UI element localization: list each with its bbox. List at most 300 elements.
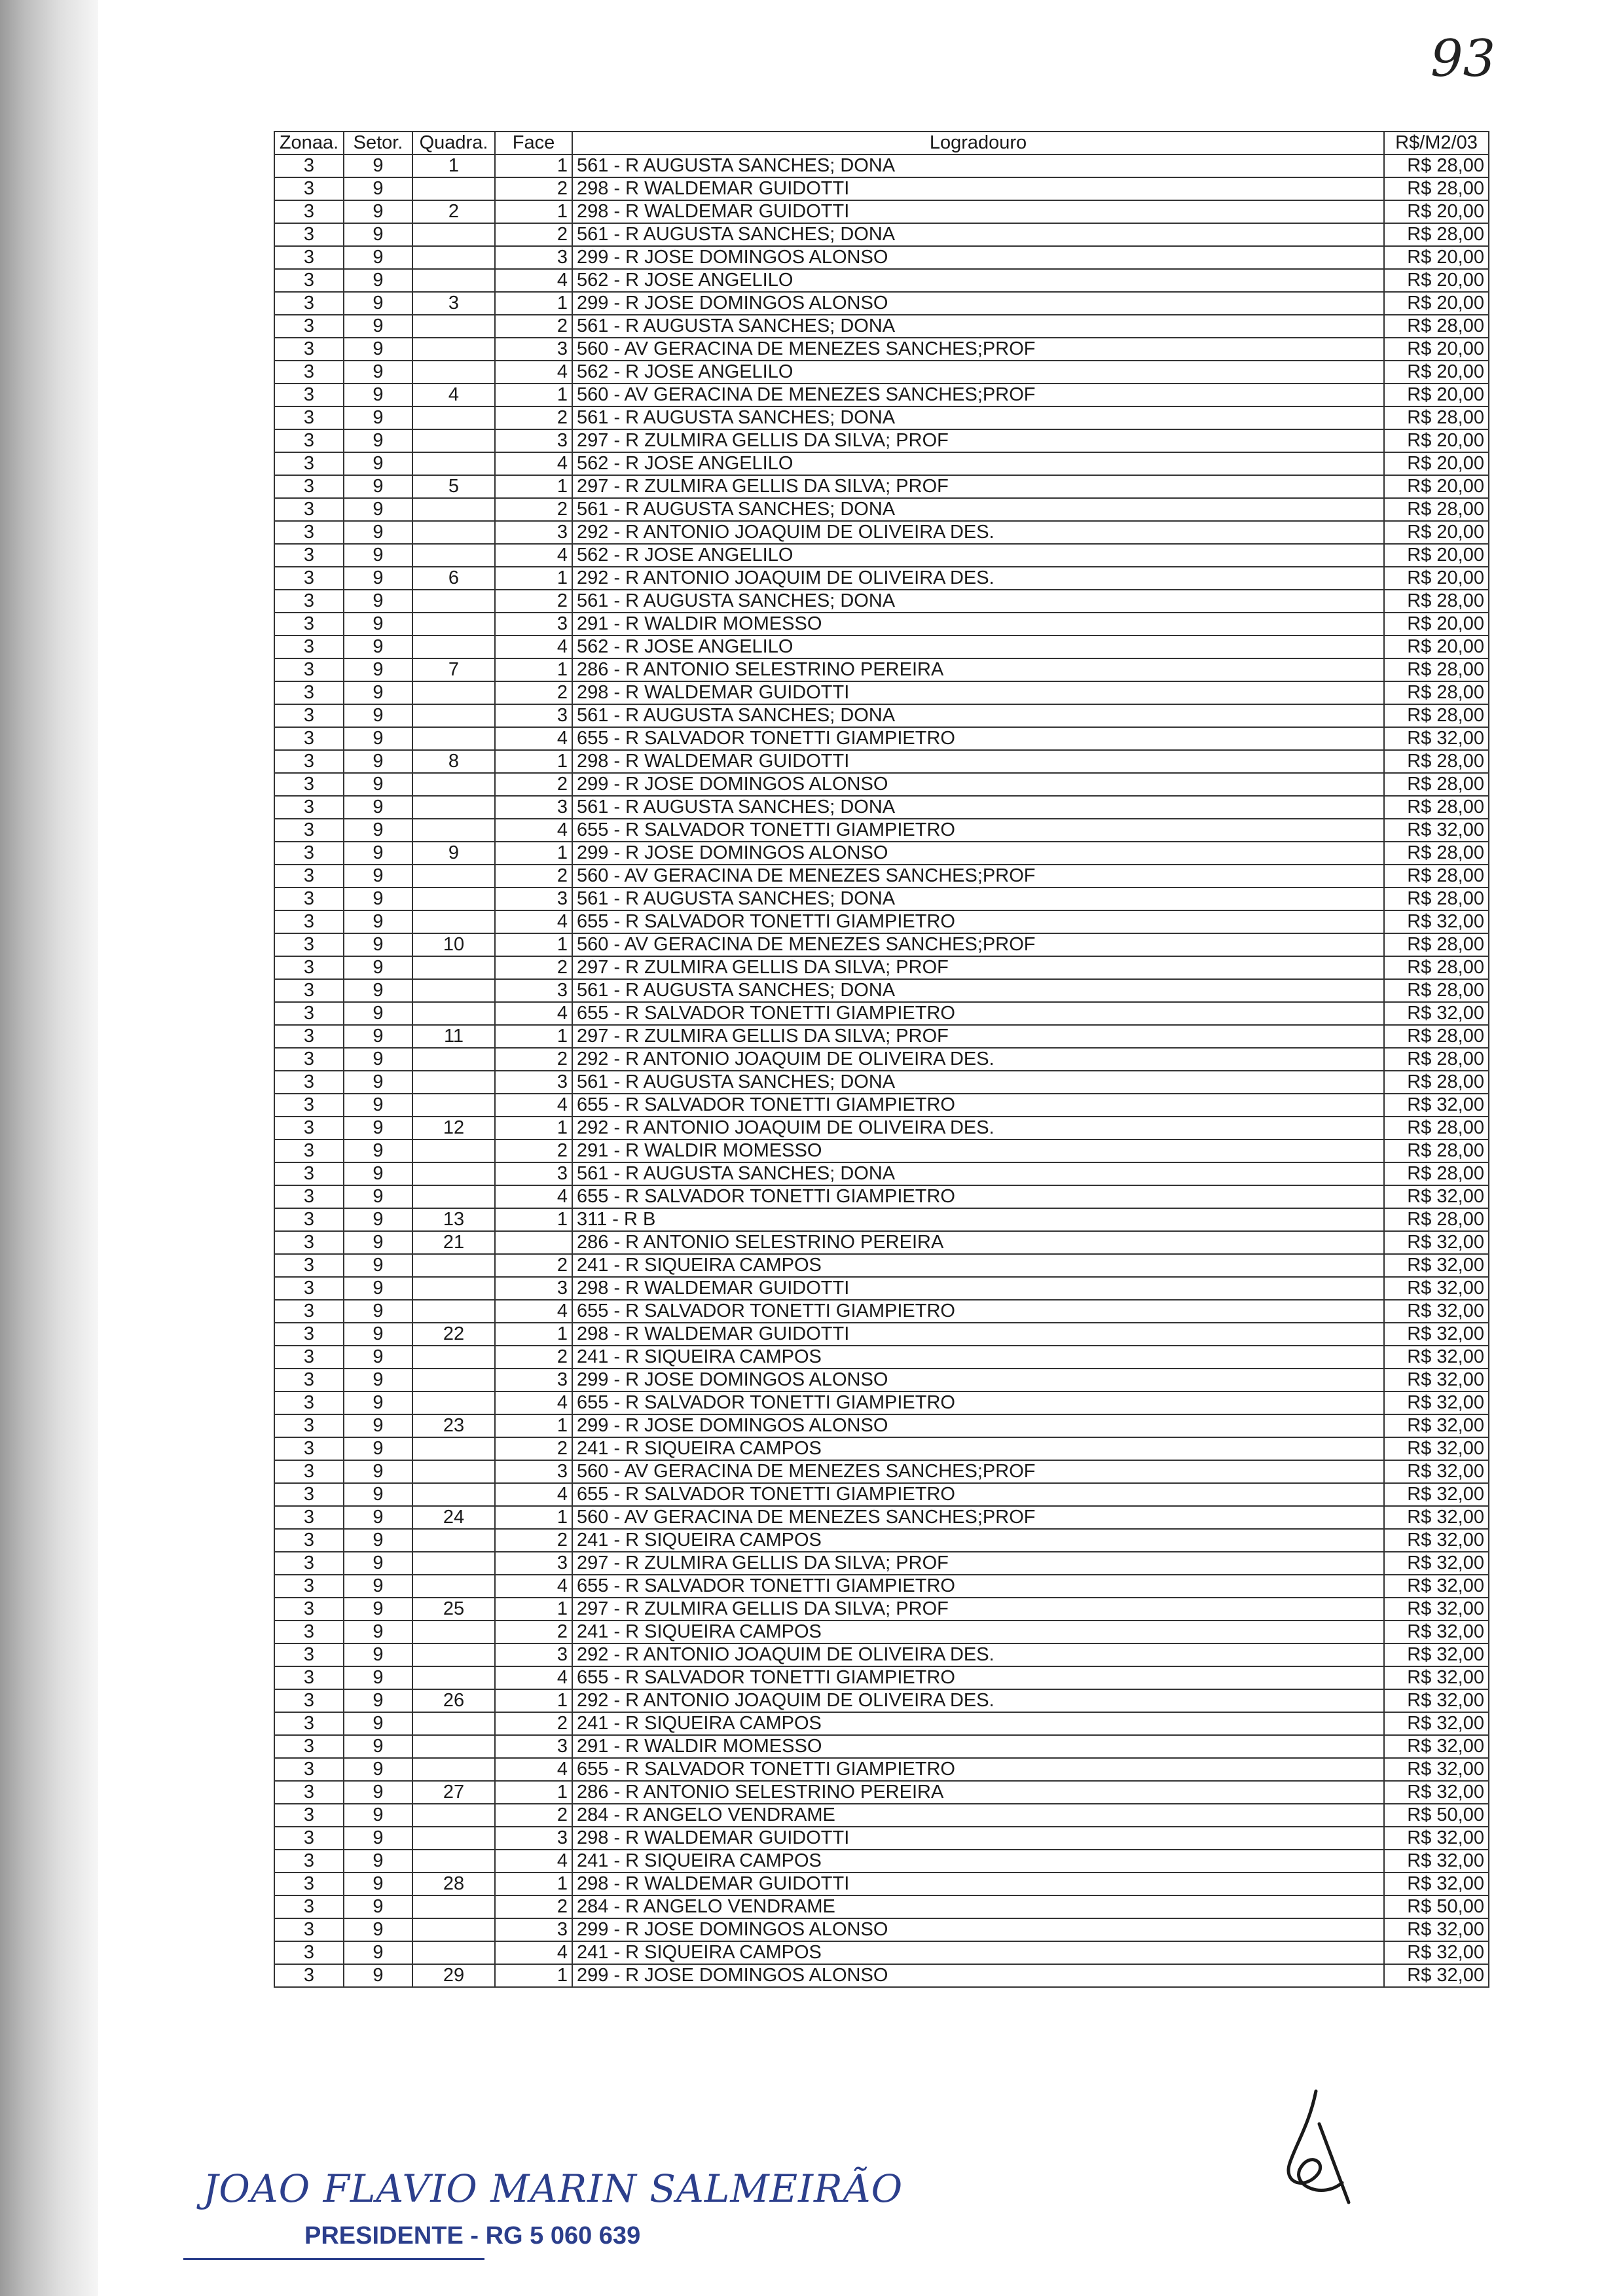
cell-zona: 3: [274, 1918, 344, 1941]
cell-zona: 3: [274, 910, 344, 933]
cell-face: 1: [495, 1689, 572, 1712]
cell-face: 4: [495, 1185, 572, 1208]
cell-zona: 3: [274, 979, 344, 1002]
cell-face: 1: [495, 1414, 572, 1437]
cell-valor: R$ 28,00: [1384, 773, 1489, 796]
cell-quadra: [412, 1460, 495, 1483]
cell-setor: 9: [344, 1094, 412, 1117]
cell-quadra: [412, 1071, 495, 1094]
cell-valor: R$ 32,00: [1384, 1643, 1489, 1666]
cell-setor: 9: [344, 613, 412, 636]
cell-quadra: [412, 1575, 495, 1598]
cell-setor: 9: [344, 727, 412, 750]
cell-quadra: 3: [412, 292, 495, 315]
table-row: [274, 1483, 1489, 1506]
cell-logradouro: 561 - R AUGUSTA SANCHES; DONA: [572, 979, 1384, 1002]
table-row: [274, 1873, 1489, 1895]
cell-zona: 3: [274, 1643, 344, 1666]
cell-logradouro: 292 - R ANTONIO JOAQUIM DE OLIVEIRA DES.: [572, 1117, 1384, 1139]
cell-setor: 9: [344, 429, 412, 452]
cell-setor: 9: [344, 544, 412, 567]
cell-logradouro: 284 - R ANGELO VENDRAME: [572, 1895, 1384, 1918]
cell-setor: 9: [344, 1208, 412, 1231]
table-row: [274, 1460, 1489, 1483]
cell-zona: 3: [274, 361, 344, 384]
cell-valor: R$ 28,00: [1384, 750, 1489, 773]
cell-face: 3: [495, 1277, 572, 1300]
cell-setor: 9: [344, 1025, 412, 1048]
cell-quadra: [412, 1254, 495, 1277]
cell-logradouro: 655 - R SALVADOR TONETTI GIAMPIETRO: [572, 727, 1384, 750]
cell-face: 4: [495, 452, 572, 475]
cell-zona: 3: [274, 956, 344, 979]
cell-face: 1: [495, 567, 572, 590]
cell-logradouro: 297 - R ZULMIRA GELLIS DA SILVA; PROF: [572, 956, 1384, 979]
cell-valor: R$ 32,00: [1384, 1437, 1489, 1460]
table-row: [274, 338, 1489, 361]
cell-setor: 9: [344, 933, 412, 956]
cell-zona: 3: [274, 292, 344, 315]
cell-quadra: [412, 1827, 495, 1850]
cell-face: 4: [495, 910, 572, 933]
cell-setor: 9: [344, 704, 412, 727]
cell-face: 1: [495, 292, 572, 315]
cell-zona: 3: [274, 1941, 344, 1964]
cell-face: 3: [495, 1918, 572, 1941]
cell-face: 4: [495, 1666, 572, 1689]
cell-setor: 9: [344, 1827, 412, 1850]
cell-valor: R$ 28,00: [1384, 315, 1489, 338]
cell-logradouro: 561 - R AUGUSTA SANCHES; DONA: [572, 1162, 1384, 1185]
cell-quadra: [412, 406, 495, 429]
table-row: [274, 292, 1489, 315]
cell-valor: R$ 50,00: [1384, 1895, 1489, 1918]
cell-logradouro: 655 - R SALVADOR TONETTI GIAMPIETRO: [572, 1483, 1384, 1506]
cell-logradouro: 241 - R SIQUEIRA CAMPOS: [572, 1941, 1384, 1964]
table-row: [274, 727, 1489, 750]
cell-face: 3: [495, 1827, 572, 1850]
table-row: [274, 865, 1489, 888]
cell-logradouro: 561 - R AUGUSTA SANCHES; DONA: [572, 590, 1384, 613]
cell-quadra: [412, 1643, 495, 1666]
cell-zona: 3: [274, 315, 344, 338]
cell-zona: 3: [274, 1598, 344, 1621]
cell-valor: R$ 28,00: [1384, 704, 1489, 727]
table-row: [274, 1895, 1489, 1918]
cell-quadra: [412, 727, 495, 750]
cell-valor: R$ 20,00: [1384, 200, 1489, 223]
cell-face: 4: [495, 1002, 572, 1025]
cell-valor: R$ 32,00: [1384, 1964, 1489, 1987]
cell-quadra: [412, 1918, 495, 1941]
cell-quadra: 2: [412, 200, 495, 223]
cell-valor: R$ 32,00: [1384, 1529, 1489, 1552]
cell-quadra: [412, 223, 495, 246]
cell-face: 4: [495, 1758, 572, 1781]
cell-setor: 9: [344, 1964, 412, 1987]
cell-logradouro: 561 - R AUGUSTA SANCHES; DONA: [572, 315, 1384, 338]
cell-face: 2: [495, 1529, 572, 1552]
cell-valor: R$ 20,00: [1384, 613, 1489, 636]
cell-logradouro: 298 - R WALDEMAR GUIDOTTI: [572, 1277, 1384, 1300]
cell-quadra: [412, 521, 495, 544]
cell-face: 3: [495, 1369, 572, 1391]
cell-valor: R$ 32,00: [1384, 1552, 1489, 1575]
col-header-valor: R$/M2/03: [1384, 132, 1489, 154]
cell-logradouro: 297 - R ZULMIRA GELLIS DA SILVA; PROF: [572, 475, 1384, 498]
cell-quadra: 11: [412, 1025, 495, 1048]
cell-valor: R$ 32,00: [1384, 727, 1489, 750]
cell-setor: 9: [344, 1254, 412, 1277]
cell-setor: 9: [344, 1873, 412, 1895]
table-row: [274, 177, 1489, 200]
cell-valor: R$ 32,00: [1384, 1666, 1489, 1689]
table-body: [274, 154, 1489, 1987]
table-row: [274, 819, 1489, 842]
cell-valor: R$ 20,00: [1384, 338, 1489, 361]
cell-valor: R$ 32,00: [1384, 1300, 1489, 1323]
cell-logradouro: 292 - R ANTONIO JOAQUIM DE OLIVEIRA DES.: [572, 1689, 1384, 1712]
table-row: [274, 200, 1489, 223]
cell-zona: 3: [274, 200, 344, 223]
table-row: [274, 910, 1489, 933]
table-row: [274, 1506, 1489, 1529]
cell-logradouro: 297 - R ZULMIRA GELLIS DA SILVA; PROF: [572, 1552, 1384, 1575]
cell-valor: R$ 20,00: [1384, 429, 1489, 452]
table-row: [274, 1712, 1489, 1735]
cell-quadra: 24: [412, 1506, 495, 1529]
cell-logradouro: 655 - R SALVADOR TONETTI GIAMPIETRO: [572, 819, 1384, 842]
cell-face: 2: [495, 590, 572, 613]
table-row: [274, 1346, 1489, 1369]
col-header-zona: Zonaa.: [274, 132, 344, 154]
cell-zona: 3: [274, 658, 344, 681]
cell-face: 1: [495, 1873, 572, 1895]
table-row: [274, 1185, 1489, 1208]
cell-zona: 3: [274, 1208, 344, 1231]
signature-mark: [1270, 2085, 1368, 2209]
cell-setor: 9: [344, 292, 412, 315]
cell-logradouro: 284 - R ANGELO VENDRAME: [572, 1804, 1384, 1827]
cell-zona: 3: [274, 429, 344, 452]
cell-setor: 9: [344, 865, 412, 888]
col-header-quadra: Quadra.: [412, 132, 495, 154]
cell-setor: 9: [344, 796, 412, 819]
table-row: [274, 1529, 1489, 1552]
cell-zona: 3: [274, 681, 344, 704]
cell-valor: R$ 32,00: [1384, 1231, 1489, 1254]
cell-setor: 9: [344, 1002, 412, 1025]
cell-setor: 9: [344, 475, 412, 498]
cell-valor: R$ 32,00: [1384, 1185, 1489, 1208]
cell-logradouro: 286 - R ANTONIO SELESTRINO PEREIRA: [572, 658, 1384, 681]
cell-quadra: [412, 1162, 495, 1185]
cell-zona: 3: [274, 338, 344, 361]
col-header-face: Face: [495, 132, 572, 154]
cell-logradouro: 562 - R JOSE ANGELILO: [572, 269, 1384, 292]
cell-zona: 3: [274, 1346, 344, 1369]
cell-setor: 9: [344, 636, 412, 658]
table-row: [274, 544, 1489, 567]
table-row: [274, 1231, 1489, 1254]
table-row: [274, 361, 1489, 384]
cell-face: 4: [495, 1391, 572, 1414]
cell-face: 1: [495, 475, 572, 498]
cell-valor: R$ 32,00: [1384, 1712, 1489, 1735]
table-row: [274, 1002, 1489, 1025]
table-row: [274, 1139, 1489, 1162]
cell-zona: 3: [274, 567, 344, 590]
cell-valor: R$ 20,00: [1384, 636, 1489, 658]
cell-face: 4: [495, 1094, 572, 1117]
cell-quadra: [412, 979, 495, 1002]
cell-quadra: [412, 1002, 495, 1025]
cell-quadra: [412, 338, 495, 361]
cell-quadra: 25: [412, 1598, 495, 1621]
cell-face: 4: [495, 1575, 572, 1598]
cell-logradouro: 560 - AV GERACINA DE MENEZES SANCHES;PROF: [572, 384, 1384, 406]
cell-logradouro: 655 - R SALVADOR TONETTI GIAMPIETRO: [572, 1094, 1384, 1117]
cell-quadra: 23: [412, 1414, 495, 1437]
cell-valor: R$ 32,00: [1384, 1369, 1489, 1391]
cell-quadra: [412, 1277, 495, 1300]
cell-quadra: [412, 269, 495, 292]
cell-face: 4: [495, 269, 572, 292]
cell-zona: 3: [274, 613, 344, 636]
cell-setor: 9: [344, 956, 412, 979]
cell-face: 2: [495, 1621, 572, 1643]
table-row: [274, 636, 1489, 658]
cell-setor: 9: [344, 842, 412, 865]
cell-face: 3: [495, 1162, 572, 1185]
table-row: [274, 429, 1489, 452]
cell-logradouro: 298 - R WALDEMAR GUIDOTTI: [572, 1827, 1384, 1850]
cell-face: 2: [495, 1346, 572, 1369]
cell-quadra: 21: [412, 1231, 495, 1254]
cell-quadra: [412, 1391, 495, 1414]
cell-face: 1: [495, 933, 572, 956]
cell-logradouro: 241 - R SIQUEIRA CAMPOS: [572, 1621, 1384, 1643]
cell-setor: 9: [344, 521, 412, 544]
cell-face: 4: [495, 361, 572, 384]
cell-valor: R$ 32,00: [1384, 1575, 1489, 1598]
cell-setor: 9: [344, 269, 412, 292]
cell-valor: R$ 32,00: [1384, 1094, 1489, 1117]
table-row: [274, 1254, 1489, 1277]
cell-zona: 3: [274, 1185, 344, 1208]
cell-valor: R$ 28,00: [1384, 658, 1489, 681]
cell-face: 1: [495, 1025, 572, 1048]
cell-quadra: 28: [412, 1873, 495, 1895]
cell-valor: R$ 32,00: [1384, 1689, 1489, 1712]
cell-logradouro: 298 - R WALDEMAR GUIDOTTI: [572, 681, 1384, 704]
cell-zona: 3: [274, 452, 344, 475]
cell-valor: R$ 28,00: [1384, 177, 1489, 200]
table-header: [274, 132, 1489, 154]
table-row: [274, 1575, 1489, 1598]
cell-zona: 3: [274, 1621, 344, 1643]
cell-setor: 9: [344, 681, 412, 704]
table-row: [274, 888, 1489, 910]
cell-logradouro: 292 - R ANTONIO JOAQUIM DE OLIVEIRA DES.: [572, 521, 1384, 544]
cell-valor: R$ 32,00: [1384, 1346, 1489, 1369]
cell-zona: 3: [274, 750, 344, 773]
cell-setor: 9: [344, 773, 412, 796]
cell-quadra: 7: [412, 658, 495, 681]
cell-valor: R$ 32,00: [1384, 1323, 1489, 1346]
cell-zona: 3: [274, 1552, 344, 1575]
cell-setor: 9: [344, 338, 412, 361]
cell-valor: R$ 32,00: [1384, 1414, 1489, 1437]
cell-zona: 3: [274, 1254, 344, 1277]
cell-setor: 9: [344, 1850, 412, 1873]
cell-logradouro: 298 - R WALDEMAR GUIDOTTI: [572, 750, 1384, 773]
cell-zona: 3: [274, 773, 344, 796]
cell-quadra: 13: [412, 1208, 495, 1231]
cell-face: 1: [495, 1781, 572, 1804]
table-row: [274, 796, 1489, 819]
cell-face: 4: [495, 544, 572, 567]
cell-zona: 3: [274, 1300, 344, 1323]
cell-logradouro: 297 - R ZULMIRA GELLIS DA SILVA; PROF: [572, 429, 1384, 452]
cell-quadra: 22: [412, 1323, 495, 1346]
cell-zona: 3: [274, 177, 344, 200]
table-row: [274, 1437, 1489, 1460]
cell-valor: R$ 32,00: [1384, 1483, 1489, 1506]
cell-setor: 9: [344, 910, 412, 933]
cell-logradouro: 241 - R SIQUEIRA CAMPOS: [572, 1850, 1384, 1873]
cell-valor: R$ 20,00: [1384, 521, 1489, 544]
cell-quadra: [412, 1895, 495, 1918]
cell-quadra: [412, 636, 495, 658]
cell-logradouro: 291 - R WALDIR MOMESSO: [572, 1735, 1384, 1758]
cell-quadra: [412, 1529, 495, 1552]
cell-quadra: 10: [412, 933, 495, 956]
cell-valor: R$ 32,00: [1384, 1758, 1489, 1781]
cell-quadra: [412, 773, 495, 796]
cell-face: 4: [495, 1850, 572, 1873]
cell-face: 4: [495, 727, 572, 750]
table-row: [274, 681, 1489, 704]
cell-valor: R$ 32,00: [1384, 1506, 1489, 1529]
cell-logradouro: 560 - AV GERACINA DE MENEZES SANCHES;PROF: [572, 1506, 1384, 1529]
cell-logradouro: 292 - R ANTONIO JOAQUIM DE OLIVEIRA DES.: [572, 1048, 1384, 1071]
table-row: [274, 933, 1489, 956]
cell-setor: 9: [344, 750, 412, 773]
cell-face: 1: [495, 1506, 572, 1529]
cell-valor: R$ 28,00: [1384, 1162, 1489, 1185]
table-row: [274, 406, 1489, 429]
cell-setor: 9: [344, 979, 412, 1002]
cell-face: 1: [495, 1964, 572, 1987]
cell-valor: R$ 28,00: [1384, 1025, 1489, 1048]
cell-logradouro: 311 - R B: [572, 1208, 1384, 1231]
table-row: [274, 979, 1489, 1002]
cell-valor: R$ 28,00: [1384, 590, 1489, 613]
cell-quadra: 6: [412, 567, 495, 590]
cell-face: 1: [495, 384, 572, 406]
cell-valor: R$ 28,00: [1384, 406, 1489, 429]
cell-logradouro: 241 - R SIQUEIRA CAMPOS: [572, 1254, 1384, 1277]
cell-zona: 3: [274, 1071, 344, 1094]
cell-setor: 9: [344, 1643, 412, 1666]
cell-zona: 3: [274, 727, 344, 750]
cell-setor: 9: [344, 384, 412, 406]
cell-zona: 3: [274, 888, 344, 910]
cell-face: 2: [495, 315, 572, 338]
cell-valor: R$ 32,00: [1384, 1002, 1489, 1025]
cell-valor: R$ 32,00: [1384, 1941, 1489, 1964]
cell-logradouro: 655 - R SALVADOR TONETTI GIAMPIETRO: [572, 1300, 1384, 1323]
cell-logradouro: 297 - R ZULMIRA GELLIS DA SILVA; PROF: [572, 1598, 1384, 1621]
cell-zona: 3: [274, 636, 344, 658]
cell-valor: R$ 32,00: [1384, 1460, 1489, 1483]
cell-valor: R$ 28,00: [1384, 1071, 1489, 1094]
table-row: [274, 704, 1489, 727]
cell-valor: R$ 20,00: [1384, 361, 1489, 384]
cell-quadra: [412, 246, 495, 269]
table-row: [274, 1300, 1489, 1323]
table-row: [274, 1621, 1489, 1643]
cell-face: 3: [495, 1552, 572, 1575]
cell-zona: 3: [274, 704, 344, 727]
cell-face: 2: [495, 865, 572, 888]
cell-quadra: [412, 704, 495, 727]
cell-logradouro: 291 - R WALDIR MOMESSO: [572, 613, 1384, 636]
cell-valor: R$ 20,00: [1384, 269, 1489, 292]
cell-zona: 3: [274, 521, 344, 544]
cell-face: 3: [495, 1735, 572, 1758]
header-row: [274, 132, 1489, 154]
cell-setor: 9: [344, 1346, 412, 1369]
cell-face: 2: [495, 773, 572, 796]
cell-zona: 3: [274, 269, 344, 292]
cell-logradouro: 241 - R SIQUEIRA CAMPOS: [572, 1437, 1384, 1460]
cell-setor: 9: [344, 223, 412, 246]
cell-setor: 9: [344, 1666, 412, 1689]
cell-face: 3: [495, 338, 572, 361]
cell-face: 1: [495, 842, 572, 865]
cell-setor: 9: [344, 1437, 412, 1460]
table-row: [274, 658, 1489, 681]
cell-quadra: [412, 361, 495, 384]
cell-zona: 3: [274, 1391, 344, 1414]
cell-quadra: [412, 590, 495, 613]
cell-zona: 3: [274, 842, 344, 865]
cell-quadra: [412, 544, 495, 567]
cell-quadra: [412, 1437, 495, 1460]
cell-zona: 3: [274, 590, 344, 613]
cell-logradouro: 655 - R SALVADOR TONETTI GIAMPIETRO: [572, 1391, 1384, 1414]
cell-valor: R$ 32,00: [1384, 1598, 1489, 1621]
table-row: [274, 223, 1489, 246]
cell-quadra: 5: [412, 475, 495, 498]
cell-logradouro: 560 - AV GERACINA DE MENEZES SANCHES;PROF: [572, 338, 1384, 361]
cell-logradouro: 561 - R AUGUSTA SANCHES; DONA: [572, 154, 1384, 177]
table-row: [274, 1598, 1489, 1621]
cell-logradouro: 286 - R ANTONIO SELESTRINO PEREIRA: [572, 1781, 1384, 1804]
cell-face: 4: [495, 636, 572, 658]
cell-logradouro: 298 - R WALDEMAR GUIDOTTI: [572, 200, 1384, 223]
cell-logradouro: 562 - R JOSE ANGELILO: [572, 452, 1384, 475]
cell-zona: 3: [274, 246, 344, 269]
cell-quadra: [412, 1941, 495, 1964]
cell-valor: R$ 20,00: [1384, 384, 1489, 406]
cell-valor: R$ 32,00: [1384, 1827, 1489, 1850]
cell-quadra: [412, 1850, 495, 1873]
table-row: [274, 1162, 1489, 1185]
table-row: [274, 1781, 1489, 1804]
